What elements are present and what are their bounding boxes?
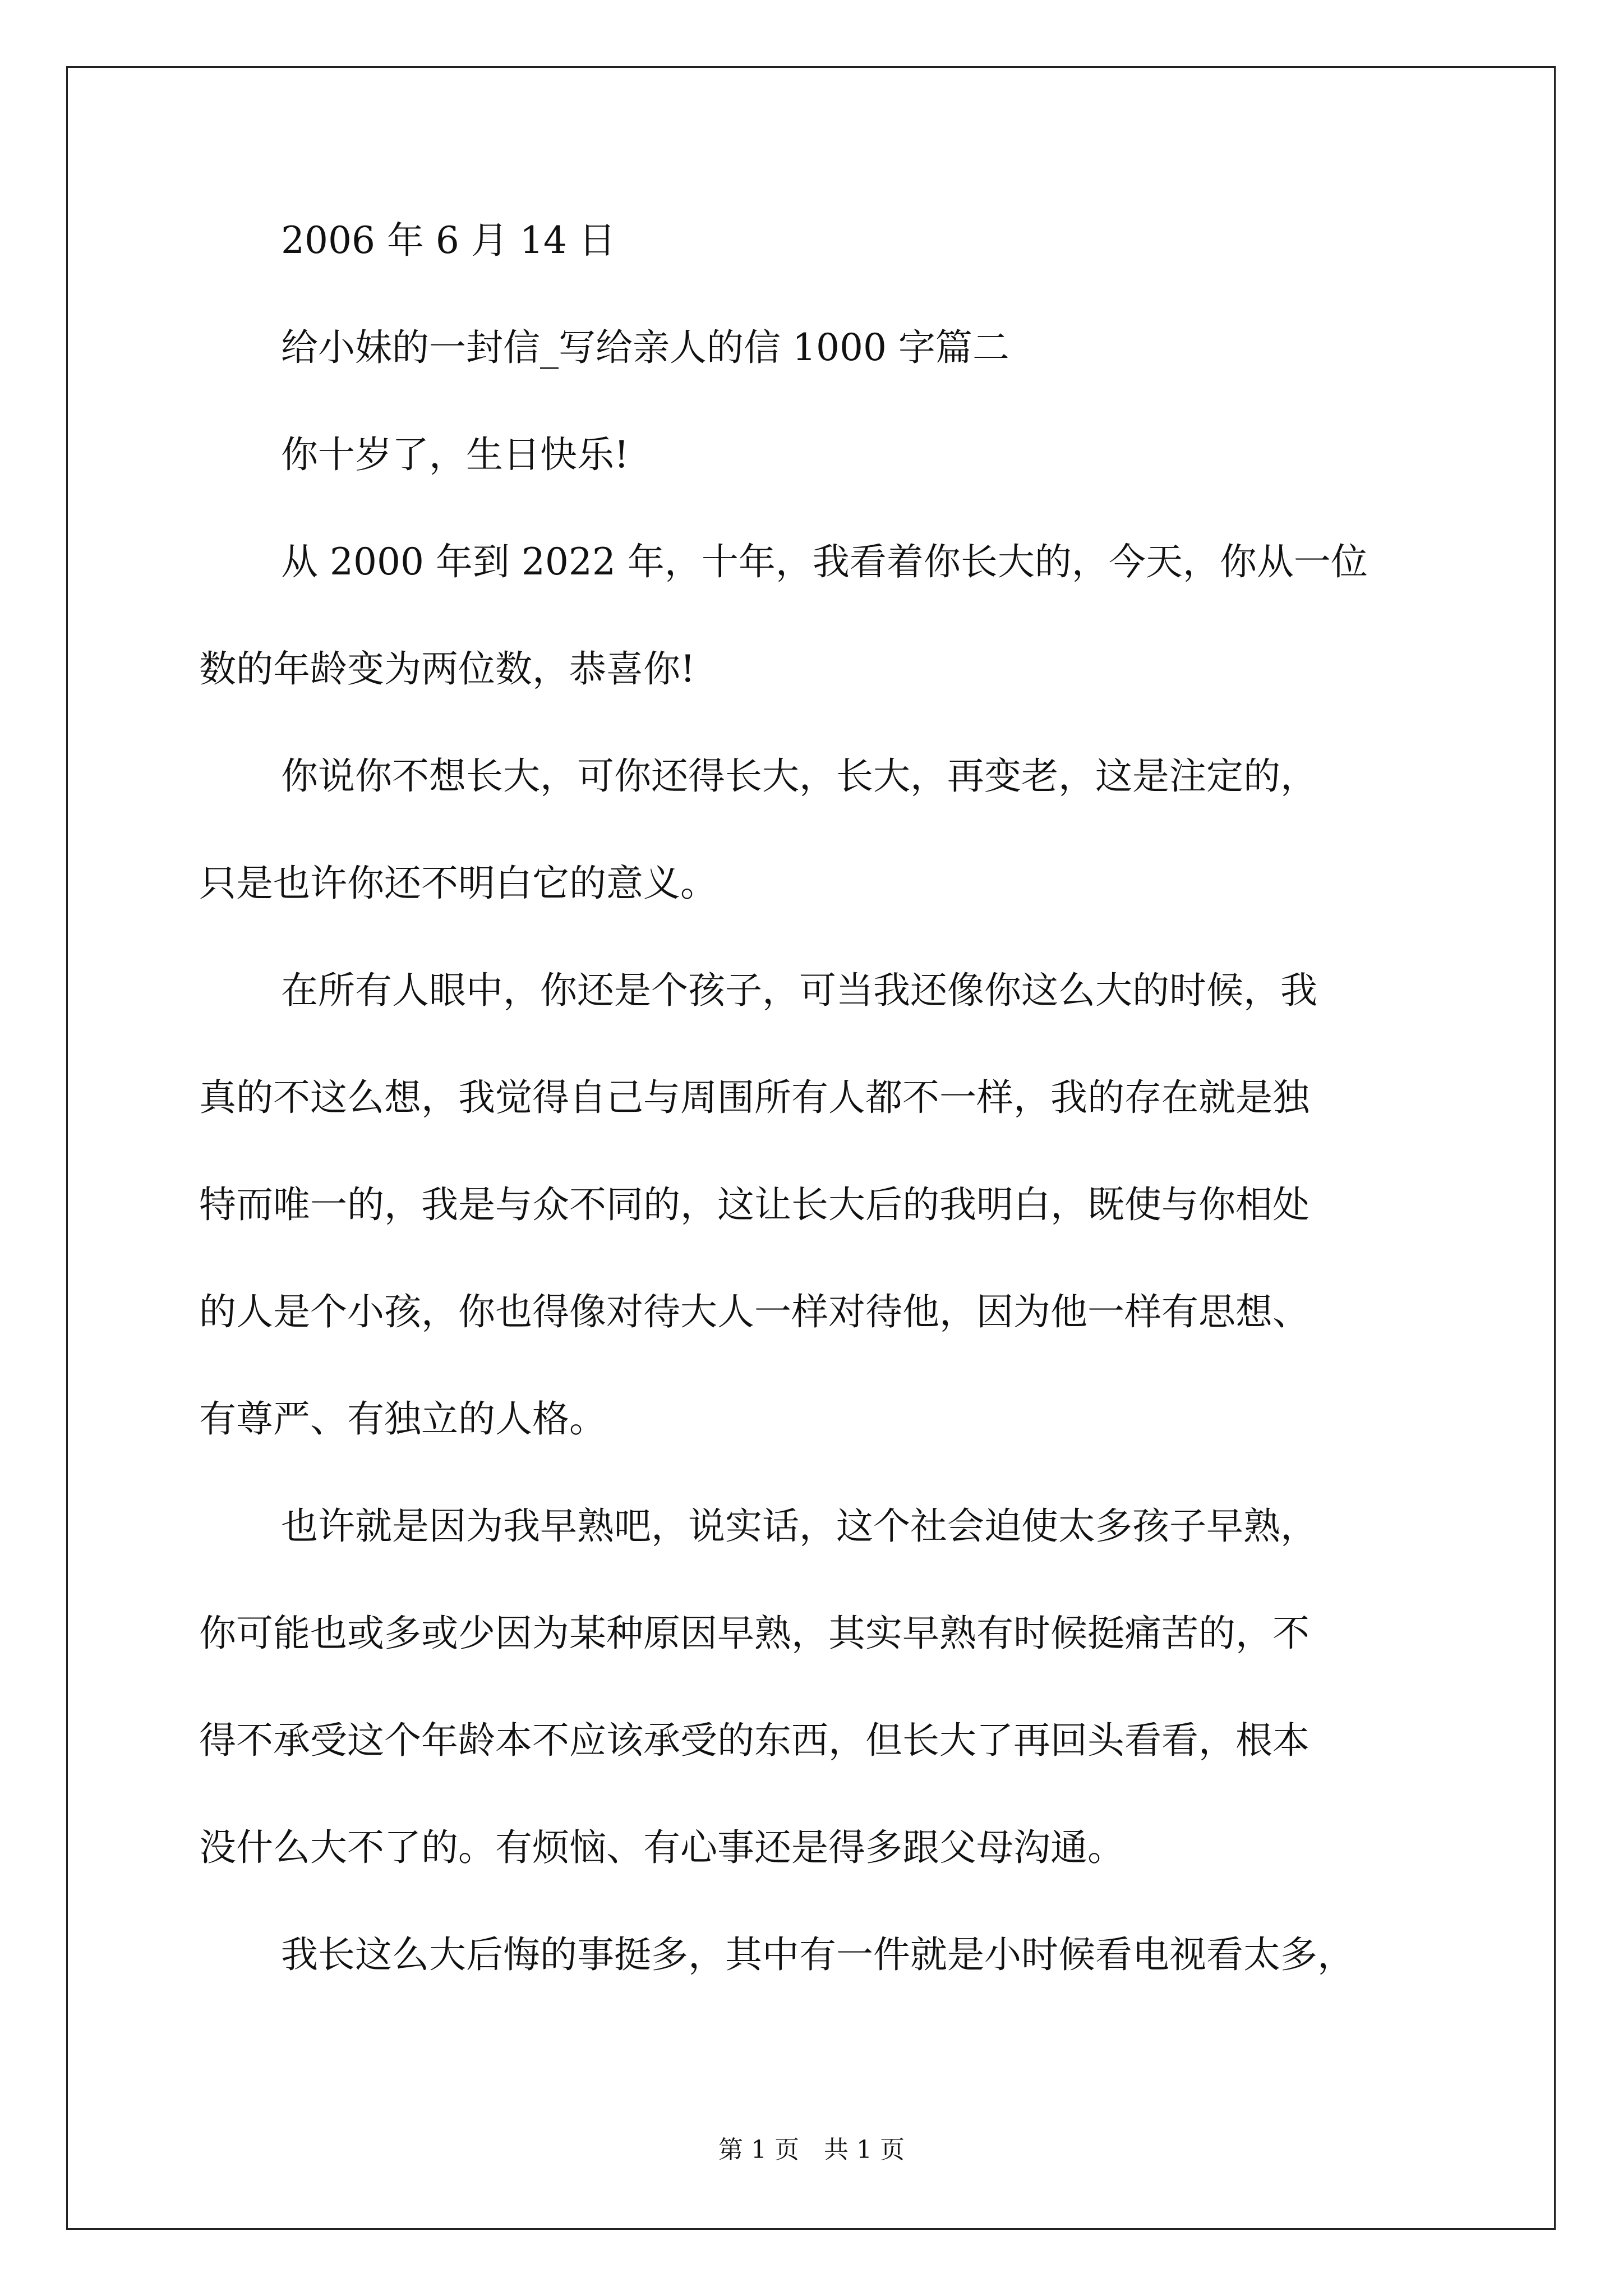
text-line: 你可能也或多或少因为某种原因早熟，其实早熟有时候挺痛苦的，不 (199, 1612, 1310, 1655)
text-line: 从 2000 年到 2022 年，十年，我看着你长大的，今天，你从一位 (281, 540, 1368, 583)
paragraph-body (199, 969, 1433, 1441)
page-number: 第 1 页 共 1 页 (718, 2136, 905, 2164)
text-line: 你说你不想长大，可你还得长大，长大，再变老，这是注定的， (281, 754, 1317, 798)
paragraph-body (199, 1504, 1433, 1869)
paragraph-body (199, 540, 1433, 691)
text-line: 在所有人眼中，你还是个孩子，可当我还像你这么大的时候，我 (281, 969, 1317, 1012)
paragraph-title (199, 326, 1433, 369)
text-line: 你十岁了，生日快乐! (281, 433, 629, 476)
text-line: 我长这么大后悔的事挺多，其中有一件就是小时候看电视看太多， (281, 1933, 1354, 1976)
text-line: 真的不这么想，我觉得自己与周围所有人都不一样，我的存在就是独 (199, 1076, 1310, 1119)
text-line: 只是也许你还不明白它的意义。 (199, 862, 717, 905)
paragraph-body (199, 1933, 1433, 1976)
text-line: 没什么大不了的。有烦恼、有心事还是得多跟父母沟通。 (199, 1826, 1124, 1869)
text-line: 得不承受这个年龄本不应该承受的东西，但长大了再回头看看，根本 (199, 1719, 1310, 1762)
text-line: 特而唯一的，我是与众不同的，这让长大后的我明白，既使与你相处 (199, 1183, 1310, 1226)
paragraph-date (199, 219, 1433, 262)
paragraph-greeting (199, 433, 1433, 476)
paragraph-body (199, 754, 1433, 905)
text-line: 2006 年 6 月 14 日 (281, 219, 616, 262)
text-line: 也许就是因为我早熟吧，说实话，这个社会迫使太多孩子早熟， (281, 1504, 1317, 1548)
text-line: 给小妹的一封信_写给亲人的信 1000 字篇二 (281, 326, 1009, 369)
text-line: 有尊严、有独立的人格。 (199, 1397, 606, 1441)
text-line: 的人是个小孩，你也得像对待大人一样对待他，因为他一样有思想、 (199, 1290, 1310, 1333)
document-body (199, 219, 1433, 1976)
text-line: 数的年龄变为两位数，恭喜你! (199, 647, 695, 691)
